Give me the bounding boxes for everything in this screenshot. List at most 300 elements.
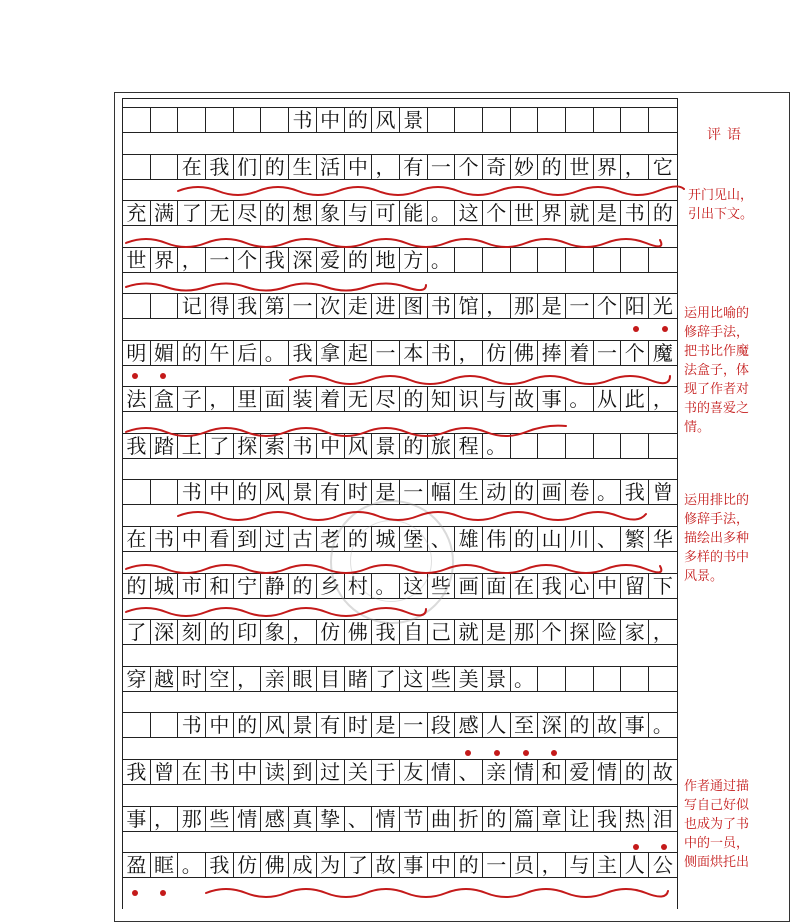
grid-cell: 美 xyxy=(455,667,483,691)
grid-cell: 时 xyxy=(345,480,373,504)
grid-cell: 公 xyxy=(652,853,673,877)
grid-cell: ， xyxy=(289,620,317,644)
essay-line xyxy=(123,386,677,412)
grid-cell: 着 xyxy=(317,387,345,411)
grid-cell: 方 xyxy=(400,248,428,272)
grid-cell: 我 xyxy=(621,480,649,504)
grid-cell: 我 xyxy=(261,248,289,272)
grid-cell: 中 xyxy=(234,760,262,784)
grid-cell: 妙 xyxy=(511,155,539,179)
watermark-seal xyxy=(330,500,454,624)
grid-cell: 我 xyxy=(206,155,234,179)
grid-cell: 界 xyxy=(151,248,179,272)
grid-cell: 尽 xyxy=(234,201,262,225)
grid-cell: 是 xyxy=(538,294,566,318)
grid-cell: 与 xyxy=(345,201,373,225)
grid-cell: 装 xyxy=(289,387,317,411)
grid-cell: 到 xyxy=(234,527,262,551)
grid-cell: 我 xyxy=(123,760,151,784)
grid-cell xyxy=(621,248,649,272)
grid-cell: 风 xyxy=(372,108,400,132)
grid-cell: 看 xyxy=(206,527,234,551)
grid-cell: 刻 xyxy=(178,620,206,644)
grid-cell: 可 xyxy=(372,201,400,225)
grid-cell xyxy=(151,480,179,504)
grid-cell: 、 xyxy=(428,527,456,551)
grid-cell: 感 xyxy=(261,807,289,831)
grid-cell: 一 xyxy=(566,294,594,318)
grid-cell: 故 xyxy=(511,387,539,411)
grid-cell: 真 xyxy=(289,807,317,831)
grid-cell: 了 xyxy=(206,434,234,458)
grid-cell xyxy=(621,667,649,691)
grid-cell: 一 xyxy=(372,341,400,365)
grid-cell: 馆 xyxy=(455,294,483,318)
grid-cell: 这 xyxy=(400,574,428,598)
essay-line xyxy=(123,759,677,785)
grid-cell xyxy=(538,108,566,132)
grid-cell xyxy=(151,155,179,179)
grid-cell: 。 xyxy=(511,667,539,691)
grid-cell: 我 xyxy=(289,341,317,365)
grid-cell: 情 xyxy=(428,760,456,784)
grid-cell: 一 xyxy=(206,248,234,272)
grid-cell: 我 xyxy=(372,620,400,644)
grid-cell: 为 xyxy=(317,853,345,877)
grid-cell: 堡 xyxy=(400,527,428,551)
grid-cell: 、 xyxy=(594,527,622,551)
grid-cell xyxy=(178,108,206,132)
grid-cell xyxy=(511,248,539,272)
grid-cell xyxy=(123,713,151,737)
grid-cell: 想 xyxy=(289,201,317,225)
grid-cell: 风 xyxy=(261,480,289,504)
grid-cell: 中 xyxy=(428,853,456,877)
grid-cell: 深 xyxy=(151,620,179,644)
grid-cell: 走 xyxy=(345,294,373,318)
grid-cell: 了 xyxy=(123,620,151,644)
grid-cell: 家 xyxy=(621,620,649,644)
grid-cell: 爱 xyxy=(317,248,345,272)
grid-cell xyxy=(649,434,677,458)
grid-cell: 了 xyxy=(372,667,400,691)
grid-cell: 。 xyxy=(566,387,594,411)
grid-cell: 个 xyxy=(455,155,483,179)
grid-cell: 书 xyxy=(428,341,456,365)
grid-cell xyxy=(594,108,622,132)
grid-cell: 盈 xyxy=(123,853,151,877)
grid-cell xyxy=(594,248,622,272)
grid-cell: 象 xyxy=(317,201,345,225)
grid-cell: 城 xyxy=(372,527,400,551)
grid-cell: 故 xyxy=(652,760,673,784)
grid-cell: 的 xyxy=(652,201,673,225)
grid-cell: 友 xyxy=(400,760,428,784)
grid-cell: 过 xyxy=(261,527,289,551)
grid-cell: 和 xyxy=(538,760,566,784)
grid-cell: 的 xyxy=(345,248,373,272)
grid-cell: 的 xyxy=(261,201,289,225)
grid-cell: 读 xyxy=(261,760,289,784)
grid-cell xyxy=(649,667,677,691)
grid-cell xyxy=(123,155,151,179)
grid-cell: 奇 xyxy=(483,155,511,179)
grid-cell: 起 xyxy=(345,341,373,365)
grid-cell: 在 xyxy=(511,574,539,598)
grid-cell: 充 xyxy=(123,201,151,225)
grid-cell: 面 xyxy=(261,387,289,411)
grid-cell: 和 xyxy=(206,574,234,598)
grid-cell: 人 xyxy=(621,853,649,877)
grid-cell xyxy=(511,434,539,458)
grid-cell: 书 xyxy=(178,480,206,504)
grid-cell: 景 xyxy=(289,713,317,737)
grid-cell: 空 xyxy=(206,667,234,691)
grid-cell: 满 xyxy=(151,201,179,225)
grid-cell: 越 xyxy=(151,667,179,691)
grid-cell: 画 xyxy=(538,480,566,504)
grid-cell: 的 xyxy=(400,434,428,458)
grid-cell: 生 xyxy=(455,480,483,504)
grid-cell: 在 xyxy=(178,155,206,179)
grid-cell xyxy=(621,108,649,132)
comment-2: 运用比喻的 修辞手法， 把书比作魔 法盒子，体 现了作者对 书的喜爱之 情。 xyxy=(684,306,750,435)
grid-cell: 媚 xyxy=(151,341,179,365)
grid-cell: 中 xyxy=(594,574,622,598)
grid-cell xyxy=(455,248,483,272)
grid-cell: 段 xyxy=(428,713,456,737)
grid-cell: 们 xyxy=(234,155,262,179)
grid-cell xyxy=(123,480,151,504)
grid-cell: 折 xyxy=(455,807,483,831)
grid-cell: 关 xyxy=(345,760,373,784)
grid-cell xyxy=(151,713,179,737)
grid-cell: 明 xyxy=(123,341,151,365)
grid-cell xyxy=(621,434,649,458)
grid-cell: 上 xyxy=(178,434,206,458)
grid-cell: 事 xyxy=(123,807,151,831)
grid-cell: 乡 xyxy=(317,574,345,598)
grid-cell: 有 xyxy=(400,155,428,179)
grid-cell: 捧 xyxy=(538,341,566,365)
grid-cell: 些 xyxy=(428,574,456,598)
grid-cell: 尽 xyxy=(372,387,400,411)
grid-cell: ， xyxy=(206,387,234,411)
grid-cell: 了 xyxy=(178,201,206,225)
grid-cell: 画 xyxy=(455,574,483,598)
grid-cell: 。 xyxy=(428,201,456,225)
grid-cell: 图 xyxy=(400,294,428,318)
grid-cell: 里 xyxy=(234,387,262,411)
grid-cell: 本 xyxy=(400,341,428,365)
grid-cell: 地 xyxy=(372,248,400,272)
grid-cell: 魔 xyxy=(652,341,673,365)
grid-cell: 到 xyxy=(289,760,317,784)
grid-cell: 记 xyxy=(178,294,206,318)
grid-cell xyxy=(649,108,677,132)
grid-cell: 节 xyxy=(400,807,428,831)
grid-cell: 穿 xyxy=(123,667,151,691)
grid-cell: ， xyxy=(234,667,262,691)
grid-cell: 这 xyxy=(400,667,428,691)
grid-cell: 我 xyxy=(123,434,151,458)
grid-cell: 挚 xyxy=(317,807,345,831)
grid-cell: 书 xyxy=(178,713,206,737)
grid-cell: 的 xyxy=(538,155,566,179)
grid-cell: 仿 xyxy=(483,341,511,365)
grid-cell: 中 xyxy=(317,108,345,132)
grid-cell: 华 xyxy=(652,527,673,551)
grid-cell: 热 xyxy=(621,807,649,831)
grid-cell: 村 xyxy=(345,574,373,598)
grid-cell: 睹 xyxy=(345,667,373,691)
grid-cell: 的 xyxy=(261,155,289,179)
grid-cell: 。 xyxy=(483,434,511,458)
grid-cell: 就 xyxy=(455,620,483,644)
grid-cell: 那 xyxy=(511,294,539,318)
grid-cell: ， xyxy=(455,341,483,365)
grid-cell: 此 xyxy=(621,387,649,411)
grid-cell: 就 xyxy=(566,201,594,225)
grid-cell: 与 xyxy=(483,387,511,411)
grid-cell: 程 xyxy=(455,434,483,458)
essay-title xyxy=(123,107,677,133)
grid-cell: ， xyxy=(372,155,400,179)
grid-cell: 我 xyxy=(206,853,234,877)
grid-cell: 时 xyxy=(345,713,373,737)
grid-cell: 的 xyxy=(234,480,262,504)
grid-cell: 阳 xyxy=(621,294,649,318)
grid-cell: 着 xyxy=(566,341,594,365)
grid-cell: 情 xyxy=(372,807,400,831)
grid-cell: 川 xyxy=(566,527,594,551)
grid-cell: 老 xyxy=(317,527,345,551)
grid-cell: 踏 xyxy=(151,434,179,458)
grid-cell: 界 xyxy=(594,155,622,179)
grid-cell: 些 xyxy=(206,807,234,831)
grid-cell: 故 xyxy=(372,853,400,877)
grid-cell: ， xyxy=(538,853,566,877)
grid-cell: 深 xyxy=(289,248,317,272)
grid-cell: 索 xyxy=(261,434,289,458)
grid-cell xyxy=(538,667,566,691)
grid-cell: 心 xyxy=(566,574,594,598)
grid-cell xyxy=(455,108,483,132)
grid-cell: 午 xyxy=(206,341,234,365)
grid-cell: 的 xyxy=(511,480,539,504)
grid-cell xyxy=(594,667,622,691)
grid-cell: ， xyxy=(652,387,673,411)
grid-cell: 书 xyxy=(621,201,649,225)
grid-cell: 仿 xyxy=(317,620,345,644)
grid-cell: 我 xyxy=(594,807,622,831)
grid-cell: 情 xyxy=(511,760,539,784)
grid-cell: 古 xyxy=(289,527,317,551)
grid-cell: 个 xyxy=(594,294,622,318)
grid-cell: 的 xyxy=(511,527,539,551)
grid-cell: 眼 xyxy=(289,667,317,691)
grid-cell: 次 xyxy=(317,294,345,318)
grid-cell: 深 xyxy=(538,713,566,737)
grid-cell: 识 xyxy=(455,387,483,411)
grid-cell: 个 xyxy=(621,341,649,365)
grid-cell xyxy=(566,108,594,132)
grid-cell: 员 xyxy=(511,853,539,877)
grid-cell: 曲 xyxy=(428,807,456,831)
grid-cell: 佛 xyxy=(511,341,539,365)
grid-cell: 幅 xyxy=(428,480,456,504)
grid-cell: 繁 xyxy=(621,527,649,551)
grid-cell: 象 xyxy=(261,620,289,644)
grid-cell: 篇 xyxy=(511,807,539,831)
grid-cell: 面 xyxy=(483,574,511,598)
grid-cell: 第 xyxy=(261,294,289,318)
grid-cell: 的 xyxy=(178,341,206,365)
grid-cell: 探 xyxy=(234,434,262,458)
grid-cell: 目 xyxy=(317,667,345,691)
grid-cell: 亲 xyxy=(261,667,289,691)
grid-cell: 书 xyxy=(428,294,456,318)
grid-cell: 书 xyxy=(289,434,317,458)
grid-cell: 的 xyxy=(400,387,428,411)
grid-cell: 。 xyxy=(594,480,622,504)
grid-cell: 在 xyxy=(178,760,206,784)
grid-cell: 留 xyxy=(621,574,649,598)
grid-cell: 事 xyxy=(538,387,566,411)
grid-cell: 中 xyxy=(206,480,234,504)
grid-cell: 。 xyxy=(178,853,206,877)
grid-cell: 一 xyxy=(400,480,428,504)
grid-cell: 的 xyxy=(621,760,649,784)
grid-cell: 一 xyxy=(483,853,511,877)
grid-cell: 有 xyxy=(317,713,345,737)
grid-cell: 的 xyxy=(483,807,511,831)
grid-cell: 无 xyxy=(345,387,373,411)
essay-line xyxy=(123,712,677,738)
comment-3: 运用排比的 修辞手法， 描绘出多种 多样的书中 风景。 xyxy=(684,493,750,584)
grid-cell: 是 xyxy=(372,713,400,737)
grid-cell: 的 xyxy=(234,713,262,737)
grid-cell xyxy=(649,248,677,272)
grid-cell xyxy=(123,108,151,132)
grid-cell: 是 xyxy=(372,480,400,504)
grid-cell: 印 xyxy=(234,620,262,644)
grid-cell: 从 xyxy=(594,387,622,411)
grid-cell: 、 xyxy=(345,807,373,831)
grid-cell: 书 xyxy=(151,527,179,551)
grid-cell: 险 xyxy=(594,620,622,644)
grid-cell: 是 xyxy=(594,201,622,225)
grid-cell: 曾 xyxy=(151,760,179,784)
comment-4: 作者通过描 写自己好似 也成为了书 中的一员， 侧面烘托出 xyxy=(684,779,750,870)
grid-cell: 光 xyxy=(652,294,673,318)
grid-cell: 中 xyxy=(317,434,345,458)
grid-cell: 的 xyxy=(455,853,483,877)
grid-cell: 静 xyxy=(261,574,289,598)
essay-line xyxy=(123,433,677,459)
grid-cell: 人 xyxy=(483,713,511,737)
grid-cell: 景 xyxy=(400,108,428,132)
grid-cell: 在 xyxy=(123,527,151,551)
grid-cell: 事 xyxy=(400,853,428,877)
grid-cell: 感 xyxy=(455,713,483,737)
comment-1: 开门见山， 引出下文。 xyxy=(688,188,754,222)
grid-cell xyxy=(123,294,151,318)
grid-cell: 进 xyxy=(372,294,400,318)
grid-cell: 时 xyxy=(178,667,206,691)
grid-cell: 、 xyxy=(455,760,483,784)
grid-cell: 生 xyxy=(289,155,317,179)
grid-cell: 卷 xyxy=(566,480,594,504)
grid-cell: 后 xyxy=(234,341,262,365)
grid-cell: 法 xyxy=(123,387,151,411)
grid-cell: ， xyxy=(652,620,673,644)
grid-cell: 一 xyxy=(428,155,456,179)
grid-cell: 情 xyxy=(594,760,622,784)
grid-cell: 有 xyxy=(317,480,345,504)
grid-cell: 伟 xyxy=(483,527,511,551)
grid-cell: ， xyxy=(178,248,206,272)
grid-cell: 我 xyxy=(538,574,566,598)
grid-cell: 风 xyxy=(345,434,373,458)
grid-cell: 盒 xyxy=(151,387,179,411)
grid-cell: 能 xyxy=(400,201,428,225)
grid-cell: 曾 xyxy=(652,480,673,504)
grid-cell: 那 xyxy=(511,620,539,644)
grid-cell: 城 xyxy=(151,574,179,598)
grid-cell: 的 xyxy=(123,574,151,598)
grid-cell: 世 xyxy=(511,201,539,225)
grid-cell: 的 xyxy=(345,108,373,132)
grid-cell: 山 xyxy=(538,527,566,551)
essay-line xyxy=(123,247,677,273)
grid-cell: 景 xyxy=(483,667,511,691)
grid-cell: 中 xyxy=(206,713,234,737)
grid-cell: 。 xyxy=(261,341,289,365)
grid-cell xyxy=(483,108,511,132)
grid-cell: 的 xyxy=(345,527,373,551)
grid-cell: 于 xyxy=(372,760,400,784)
grid-cell: 雄 xyxy=(455,527,483,551)
grid-cell: 个 xyxy=(234,248,262,272)
grid-cell: 旅 xyxy=(428,434,456,458)
grid-cell: 世 xyxy=(566,155,594,179)
essay-line xyxy=(123,200,677,226)
grid-cell xyxy=(566,667,594,691)
grid-cell: 拿 xyxy=(317,341,345,365)
grid-cell: 是 xyxy=(483,620,511,644)
grid-cell xyxy=(151,294,179,318)
grid-cell: 中 xyxy=(178,527,206,551)
grid-cell xyxy=(234,108,262,132)
grid-cell xyxy=(538,248,566,272)
grid-cell: 得 xyxy=(206,294,234,318)
comment-header: 评语 xyxy=(707,127,747,143)
grid-cell: 个 xyxy=(483,201,511,225)
grid-cell: 。 xyxy=(372,574,400,598)
grid-cell: 些 xyxy=(428,667,456,691)
grid-cell: 。 xyxy=(652,713,673,737)
grid-cell: 知 xyxy=(428,387,456,411)
grid-cell: 佛 xyxy=(345,620,373,644)
grid-cell: 个 xyxy=(538,620,566,644)
grid-cell: 探 xyxy=(566,620,594,644)
grid-cell: 景 xyxy=(289,480,317,504)
grid-cell: 爱 xyxy=(566,760,594,784)
grid-cell: 故 xyxy=(594,713,622,737)
essay-line xyxy=(123,154,677,180)
essay-line xyxy=(123,852,677,878)
